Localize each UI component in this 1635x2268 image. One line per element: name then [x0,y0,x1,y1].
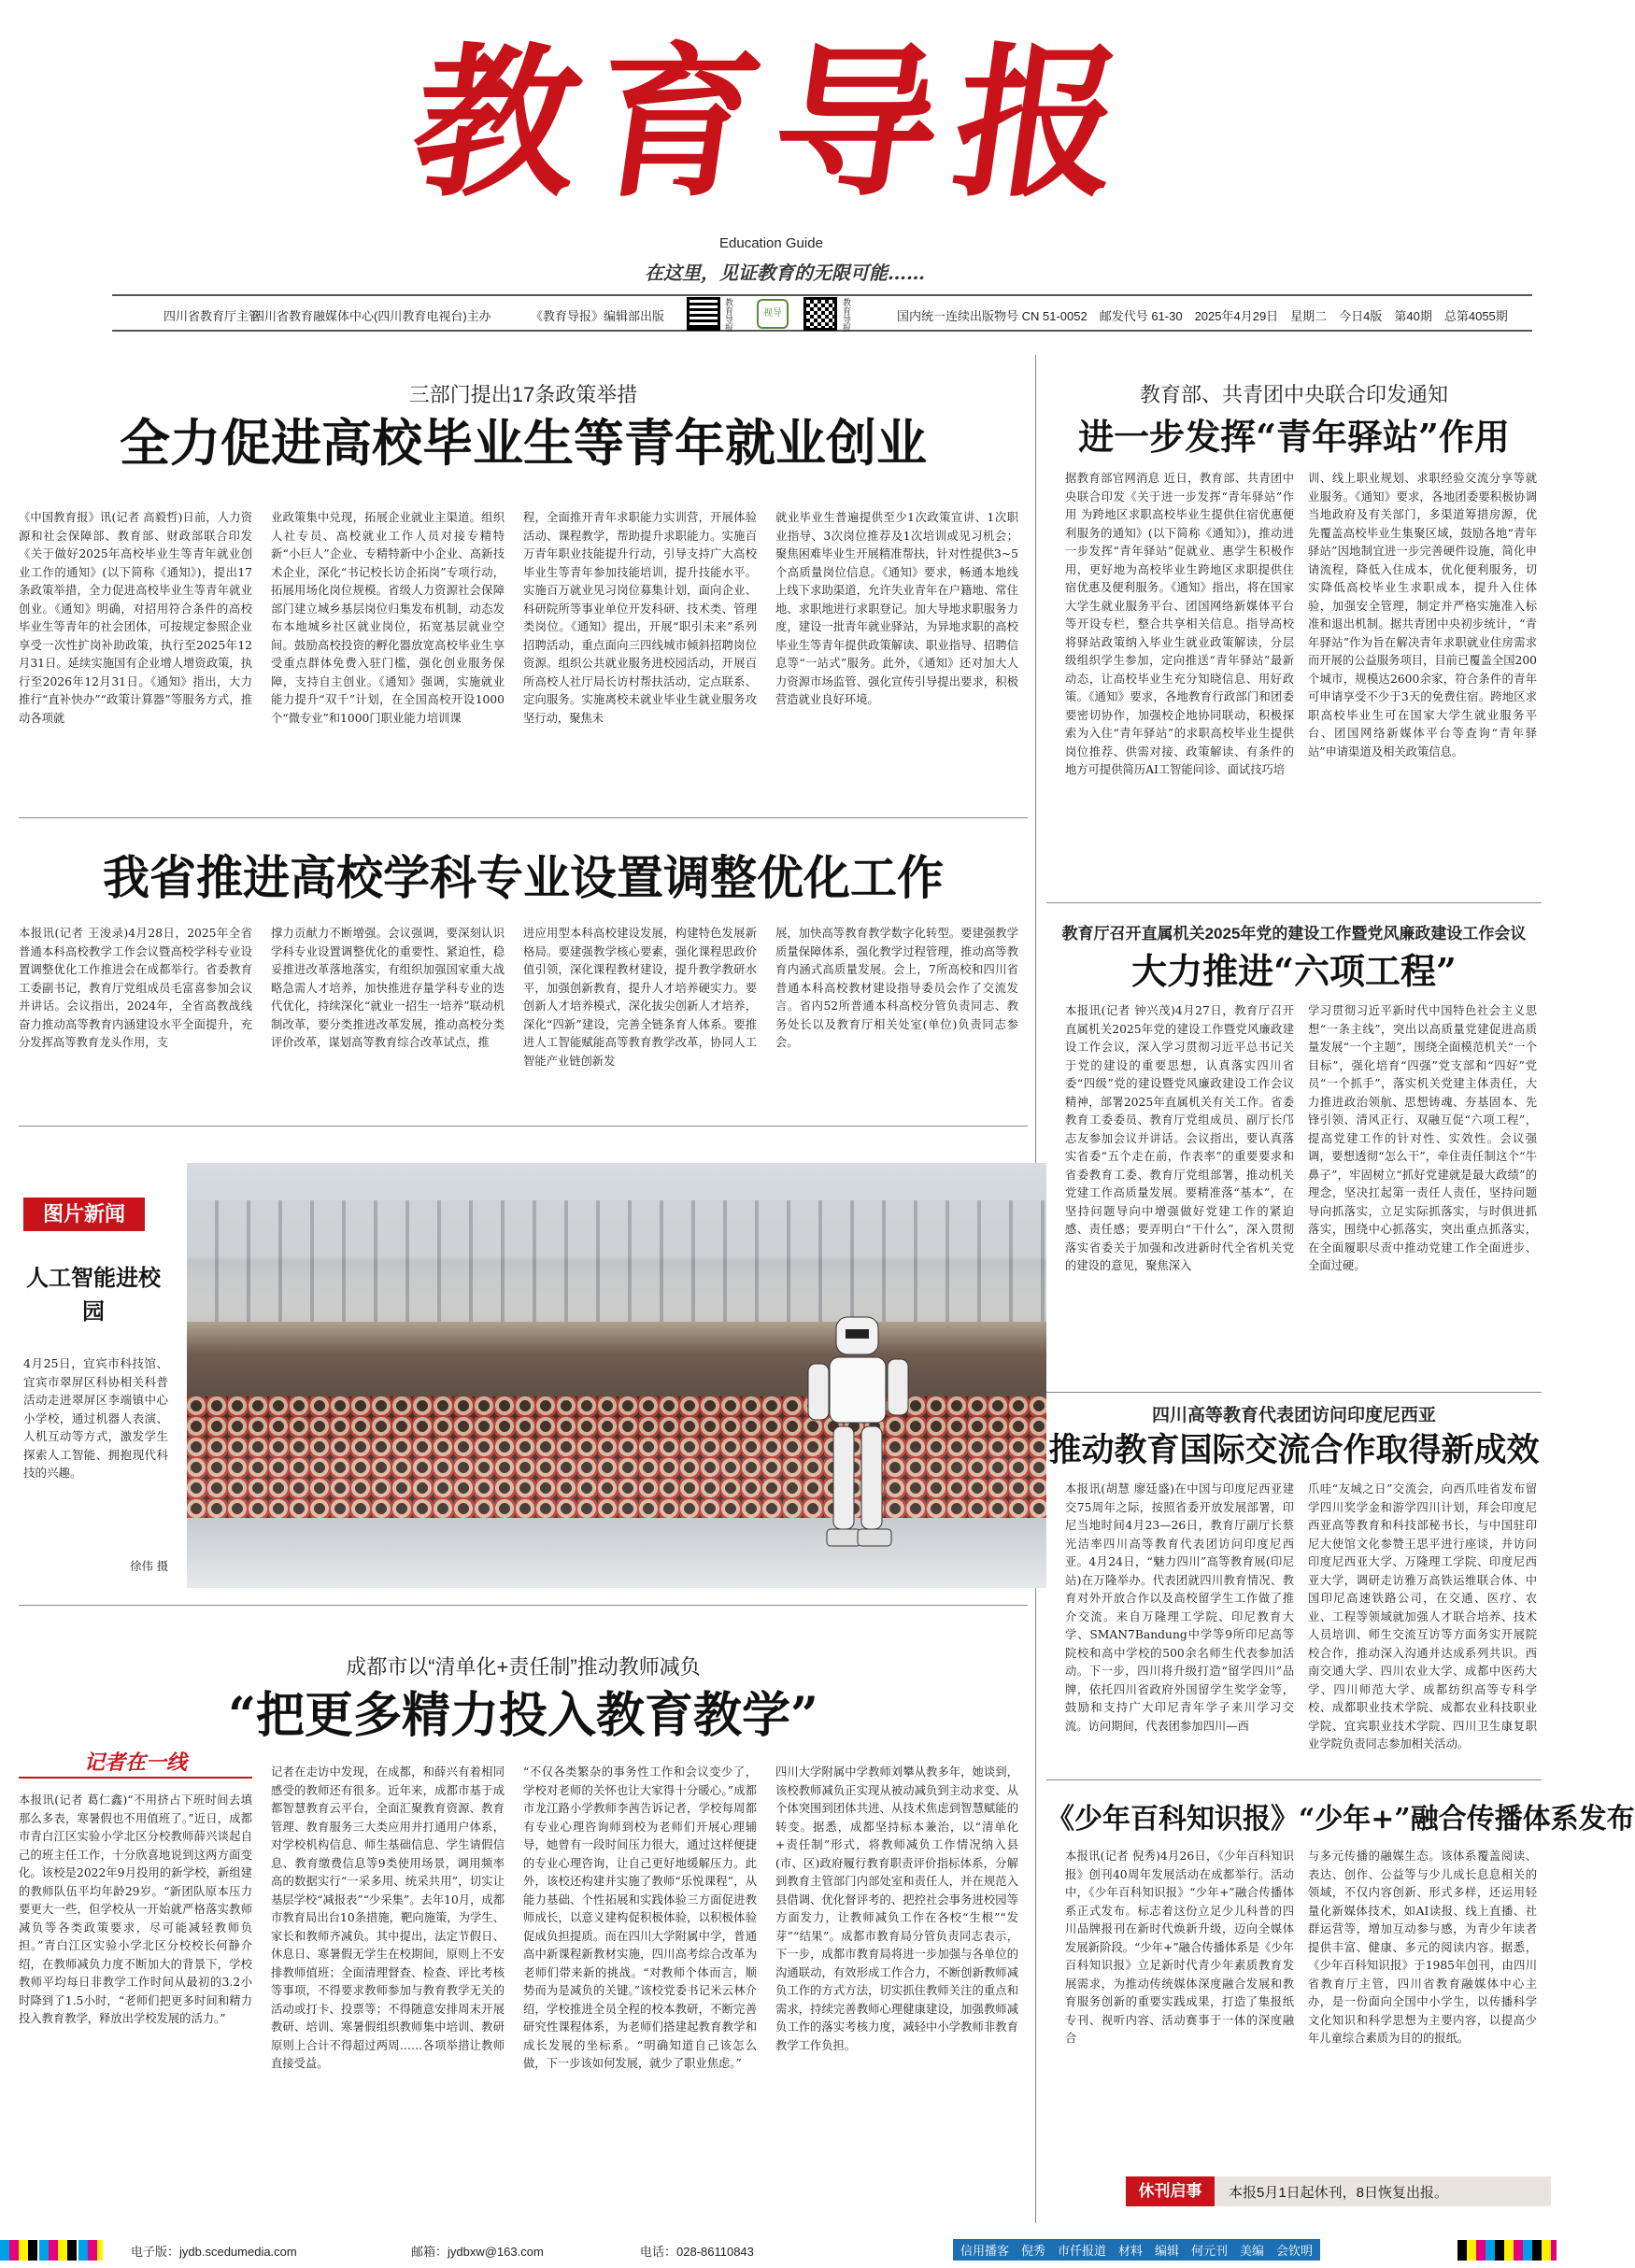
story1-column: 程，全面推开青年求职能力实训营，开展体验活动、课程教学，帮助提升求职能力。实施百万青年职业技能提升行动，引导支持广大高校毕业生等青年参加技能培训，提升技能水平。实施百万就业见习岗位募集计划，面向企业、科研院所等事业单位开发科研、技术类、管理类岗位。《通知》提出，开展“职引未来”系列招聘活动，重点面向三四线城市倾斜招聘岗位资源。组织公共就业服务进校园活动，开展百所高校人社厅局长访村帮扶活动，定点联系、定向服务。实施离校未就业毕业生就业服务攻坚行动，聚焦未 [523,511,757,725]
story4-column: 学习贯彻习近平新时代中国特色社会主义思想“一条主线”，突出以高质量党建促进高质量发展“一个主题”，围绕全面模范机关“一个目标”，强化培育“四强”党支部和“四好”党员“一个抓手”，落实机关党建主体责任，大力推进政治领航、思想铸魂、夯基固本、先锋引领、清风正行、双融互促“六项工程”，提高党建工作的针对性、实效性。会议强调，要想透彻“怎么干”，牵住责任制这个“牛鼻子”，牢固树立“抓好党建就是最大政绩”的理念，坚决扛起第一责任人责任，坚持问题导向抓落实，立足实际抓落实，与时俱进抓落实，围绕中心抓落实，突出重点抓落实，在全面履职尽责中推动党建工作全面进步、全面过硬。 [1308,1004,1537,1272]
email-link[interactable]: 邮箱：jydbxw@163.com [411,2245,544,2259]
story3-column: 进应用型本科高校建设发展，构建特色发展新格局。要建强教学核心要素，强化课程思政价值引领，深化课程教材建设，提升教学教研水平，加强创新教育，提升人才培养硬实力。要创新人才培养模式，深化拔尖创新人才培养，深化“四新”建设，完善全链条育人体系。要推进人工智能赋能高等教育教学改革，协同人工智能产业链创新发 [523,927,757,1068]
story1-column: 就业毕业生普遍提供至少1次政策宣讲、1次职业指导、3次岗位推荐及1次培训或见习机会；聚焦困难毕业生开展精准帮扶，针对性提供3~5个高质量岗位信息。《通知》要求，畅通本地线上线下求助渠道，允许失业青年在户籍地、常住地、求职地进行求职登记。加大导地求职服务力度，建设一批青年就业驿站，为异地求职的高校毕业生等青年提供政策解读、职业指导、招聘信息等“一站式”服务。此外，《通知》还对加大人力资源市场监管、强化宣传引导提出要求，积极营造就业良好环境。 [775,511,1018,706]
story6-headline[interactable]: “把更多精力投入教育教学” [228,1687,818,1744]
epaper-link[interactable]: 电子版：jydb.scedumedia.com [131,2245,297,2259]
story1-kicker: 三部门提出17条政策举措 [408,383,638,406]
story5-column: 爪哇“友城之日”交流会，向西爪哇省发布留学四川奖学金和游学四川计划，拜会印度尼西亚高等教育和科技部秘书长，与中国驻印尼大使馆文化参赞王思平进行座谈，并访问印度尼西亚大学、万隆理工学院、印度尼西亚大学，调研走访雅万高铁运维联合体、中国印尼高速铁路公司，在交通、医疗、农业、工程等领域就加强人才联合培养、技术人员培训、师生交流互访等方面务实开展院校合作，推动深入沟通并达成系列共识。西南交通大学、四川农业大学、成都中医药大学、四川师范大学、成都纺织高等专科学校、成都职业技术学院、成都农业科技职业学院、宜宾职业技术学院、四川卫生康复职业学院负责同志参加相关活动。 [1308,1482,1537,1751]
publisher: 《教育导报》编辑部出版 [531,309,665,323]
masthead-slogan: 在这里，见证教育的无限可能…… [645,262,925,284]
photo-news-caption: 4月25日，宜宾市科技馆、宜宾市翠屏区科协相关科普活动走进翠屏区李端镇中心小学校，通过机器人表演、人机互动等方式，激发学生探索人工智能、拥抱现代科技的兴趣。 [23,1356,168,1480]
story2-kicker: 教育部、共青团中央联合印发通知 [1139,383,1448,406]
masthead-title: 教育导报 [401,28,1150,220]
news-photo [187,1163,1046,1588]
column-tag: 记者在一线 [65,1747,206,1776]
story4-column: 本报讯(记者 钟兴茂)4月27日，教育厅召开直属机关2025年党的建设工作暨党风廉政建设工作会议，深入学习贯彻习近平总书记关于党的建设的重要思想，认真落实四川省委“四级”党的建设暨党风廉政建设工作会议精神，部署2025年直属机关有关工作。省委教育工委委员、教育厅党组成员、副厅长邝志友参加会议并讲话。会议指出，要认真落实省委“五个走在前，作表率”的重要要求和省委教育工委、教育厅党组部署，推动机关党建工作高质量发展。要精准落“基本”，在坚持问题导向中增强做好党建工作的紧迫感、责任感；要弄明白“干什么”，深入贯彻落实省委关于加强和改进新时代全省机关党的建设的意见，聚焦深入 [1065,1004,1294,1272]
story2-column: 训、线上职业规划、求职经验交流分享等就业服务。《通知》要求，各地团委要积极协调当地政府及有关部门，多渠道筹措房源，优先覆盖高校毕业生集聚区域，鼓励各地“青年驿站”因地制宜进一步完善硬件设施，简化申请流程，降低入住成本，优化便利服务，切实降低高校毕业生求职成本，提升入住体验，加强安全管理，制定并严格实施准入标准和退出机制。据共青团中央初步统计，“青年驿站”作为旨在解决青年求职就业住房需求而开展的公益服务项目，目前已覆盖全国200个城市，规模达2600余家，符合条件的青年可申请享受不少于3天的免费住宿。跨地区求职高校毕业生可在国家大学生就业服务平台、团国网络新媒体平台等查询“青年驿站”申请渠道及相关政策信息。 [1308,472,1537,758]
story7-headline[interactable]: 《少年百科知识报》“少年+”融合传播体系发布 [1046,1803,1635,1836]
qr-code-icon[interactable] [687,297,720,331]
story4-kicker: 教育厅召开直属机关2025年党的建设工作暨党风廉政建设工作会议 [1061,925,1527,943]
story7-column: 本报讯(记者 倪秀)4月26日，《少年百科知识报》创刊40周年发展活动在成都举行。活动中，《少年百科知识报》“少年+”融合传播体系正式发布。标志着这份立足少儿科普的四川品牌报刊在新时代焕新升级，迈向全媒体发展新阶段。“少年+”融合传播体系是《少年百科知识报》立足新时代青少年素质教育发展需求，为推动传统媒体深度融合发展和教育服务创新的重要实践成果，打造了集报纸专刊、视听内容、活动赛事于一体的深度融合 [1065,1850,1294,2045]
footer-bar [112,2237,1532,2261]
stage-table [187,1518,1046,1588]
robot-icon [803,1312,916,1555]
story3-column: 撑力贡献力不断增强。会议强调，要深刻认识学科专业设置调整优化的重要性、紧迫性，稳妥推进改革落地落实，有组织加强国家重大战略急需人才培养，加快推进存量学科专业的迭代优化，持续深化“就业一招生一培养”联动机制改革，要分类推进改革发展，推动高校分类评价改革，谋划高等教育综合改革试点，推 [271,927,505,1049]
section-rule [19,817,1028,818]
photo-news-title[interactable]: 人工智能进校园 [26,1264,161,1325]
notice-badge: 休刊启事 [1126,2176,1215,2206]
story1-column: 业政策集中兑现，拓展企业就业主渠道。组织人社专员、高校就业工作人员对接专精特新“小巨人”企业、专精特新中小企业、高新技术企业，深化“书记校长访企拓岗”专项行动，拓展用场化岗位规模。省级人力资源社会保障部门建立城乡基层岗位归集发布机制，动态发布本地城乡社区就业岗位，拓宽基层就业空间。鼓励高校投资的孵化器放宽高校毕业生享受重点群体免费入驻门槛，强化创业服务保障，支持自主创业。《通知》强调，实施就业能力提升“双千”计划，在全国高校开设1000个“微专业”和1000门职业能力培训课 [271,511,505,725]
story1-column: 《中国教育报》讯(记者 高毅哲)日前，人力资源和社会保障部、教育部、财政部联合印发《关于做好2025年高校毕业生等青年就业创业工作的通知》(以下简称《通知》)，提出17条政策举措，全力促进高校毕业生等青年就业创业。《通知》明确，对招用符合条件的高校毕业生等青年的社会团体，可按规定参照企业享受一次性扩岗补助政策，执行至2025年12月31日。延续实施国有企业增人增资政策，执行至2026年12月31日。《通知》指出，大力推行“直补快办”“政策计算器”等服务方式，推动各项就 [19,511,252,725]
story6-column: 本报讯(记者 葛仁鑫)“不用挤占下班时间去填那么多表，寒暑假也不用值班了。”近日，成都市青白江区实验小学北区分校教师薛兴谈起自己的班主任工作，十分欣喜地说到这两方面变化。该校是2022年9月投用的新学校，新组建的教师队伍平均年龄29岁。“新团队原本压力要更大一些，但学校从一开始就严格落实教师减负等各类政策要求，尽可能减轻教师负担。”青白江区实验小学北区分校校长何静介绍，在教师减负力度不断加大的背景下，学校教师平均每日非教学工作时间从最初的3.2小时降到了1.5小时，“老师们把更多时间和精力投入教育教学，释放出学校发展的活力。” [19,1793,252,2025]
story5-kicker: 四川高等教育代表团访问印度尼西亚 [1151,1406,1436,1425]
section-rule [1046,1779,1542,1780]
story6-column: 记者在走访中发现，在成都，和薛兴有着相同感受的教师还有很多。近年来，成都市基于成都智慧教育云平台，全面汇聚教育资源、教育管理、教育服务三大类应用并打通用户体系，对学校机构信息、师生基础信息、学生请假信息、教育缴费信息等9类使用场景，调用频率高的数据实行“一采多用、统采共用”，切实让基层学校“减报表”“少采集”。去年10月，成都市教育局出台10条措施，靶向施策，为学生、家长和教师齐减负。其中提出，法定节假日、休息日、寒暑假无学生在校期间，原则上不安排教师值班；全面清理督查、检查、评比考核等事项，不得要求教师参加与教育教学无关的活动或打卡、投票等；不得随意安排周末开展教研、培训、寒暑假组织教师集中培训、教研原则上合计不得超过两周……各项举措让教师直接受益。 [271,1765,505,2070]
section-rule [1046,1392,1542,1393]
story7-column: 与多元传播的融媒生态。该体系覆盖阅读、表达、创作、公益等与少儿成长息息相关的领域，不仅内容创新、形式多样，还运用轻量化新媒体技术，如AI读报、线上直播、社群运营等，增加互动参与感，为青少年读者提供丰富、健康、多元的阅读内容。据悉，《少年百科知识报》于1985年创刊，由四川省教育厅主管，四川省教育融媒体中心主办，是一份面向全国中小学生，以传播科学文化知识和科学思想为主要内容，以提高少年儿童综合素质为目的的报纸。 [1308,1850,1537,2045]
story5-column: 本报讯(胡慧 廖廷盛)在中国与印度尼西亚建交75周年之际，按照省委开放发展部署，印尼当地时间4月23—26日，教育厅副厅长蔡光洁率四川高等教育代表团访问印度尼西亚。4月24日，“魅力四川”高等教育展(印尼站)在万隆举办。代表团就四川教育情况、教育对外开放合作以及高校留学生工作做了推介交流。来自万隆理工学院、印尼教育大学、SMAN7Bandung中学等9所印尼高等院校和高中学校的500余名师生代表参加活动。下一步，四川将升级打造“留学四川”品牌，依托四川省政府外国留学生奖学金等，鼓励和支持广大印尼青年学子来川学习交流。访问期间，代表团参加四川—西 [1065,1482,1294,1733]
qr-label: 教育导报 [725,298,734,333]
info-bar [112,294,1532,332]
staff-credits: 信用播客 倪秀 市仟报道 材料 编辑 何元刊 美编 会钦明 [953,2239,1320,2261]
story3-headline[interactable]: 我省推进高校学科专业设置调整优化工作 [103,850,944,905]
story3-column: 本报讯(记者 王浚录)4月28日，2025年全省普通本科高校教学工作会议暨高校学科专业设置调整优化工作推进会在成都举行。省委教育工委副书记，教育厅党组成员毛富喜参加会议并讲话。会议指出，2024年，全省高教战线奋力推动高等教育内涵建设水平全面提升，充分发挥高等教育龙头作用，支 [19,927,252,1049]
app-logo-icon: 视导 [757,299,789,329]
story2-headline[interactable]: 进一步发挥“青年驿站”作用 [1078,416,1510,458]
section-rule [19,1126,1028,1127]
story6-kicker: 成都市以“清单化+责任制”推动教师减负 [346,1655,701,1679]
masthead-english: Education Guide [719,235,823,251]
school-building [187,1200,1046,1322]
story1-headline[interactable]: 全力促进高校毕业生等青年就业创业 [120,416,927,472]
photo-news-badge: 图片新闻 [23,1198,145,1231]
story4-headline[interactable]: 大力推进“六项工程” [1131,950,1457,992]
section-rule [1046,902,1542,903]
story2-column: 据教育部官网消息 近日，教育部、共青团中央联合印发《关于进一步发挥“青年驿站”作用 为跨地区求职高校毕业生提供住宿优惠便利服务的通知》(以下简称《通知》)，推动进一步发挥“青年驿站”促就业、惠学生积极作用，更好地为高校毕业生跨地区求职提供住宿优惠及便利服务。《通知》指出，将在国家大学生就业服务平台、团国网络新媒体平台等开设专栏，整合共享相关信息。指导高校将驿站政策纳入毕业生就业政策解读，分层级组织学生参加，定向推送“青年驿站”最新动态，让高校毕业生充分知晓信息、用好政策。《通知》要求，各地教育行政部门和团委要密切协作，加强校企地协同联动，积极探索为入住“青年驿站”的求职高校毕业生提供岗位推荐、供需对接、政策解读、有条件的地方可提供简历AI工智能问诊、面试技巧培 [1065,472,1294,776]
organizer: 四川省教育融媒体中心(四川教育电视台)主办 [252,309,491,323]
qr-code-icon[interactable] [803,297,837,331]
story3-column: 展，加快高等教育教学数字化转型。要建强教学质量保障体系，强化教学过程管理，推动高等教育内涵式高质量发展。会上，7所高校和四川省普通本科高校教材建设指导委员会作了交流发言。省内52所普通本科高校分管负责同志、教务处长以及教育厅相关处室(单位)负责同志参会。 [775,927,1018,1049]
sponsor: 四川省教育厅主管 [164,309,262,323]
section-rule [19,1605,1028,1606]
color-calibration-bar [0,2240,103,2261]
qr-label: 教育导报 [843,298,852,333]
color-calibration-bar [1457,2240,1557,2261]
story5-headline[interactable]: 推动教育国际交流合作取得新成效 [1048,1431,1540,1469]
notice-text: 本报5月1日起休刊，8日恢复出报。 [1229,2185,1449,2201]
story6-column: 四川大学附属中学教师刘攀从教多年，她谈到，该校教师减负正实现从被动减负到主动求变、从个体突围到团体共进、从技术焦虑到智慧赋能的转变。据悉，成都坚持标本兼治，以“清单化+责任制”形式，将教师减负工作情况纳入县(市、区)政府履行教育职责评价指标体系，分解到教育主管部门内部处室和责任人，并在规范入县借调、优化督评考的、把控社会事务进校园等方面发力，让教师减负工作在各校“生根”“发芽”“结果”。成都市教育局分管负责同志表示，下一步，成都市教育局将进一步加强与各单位的沟通联动，有效形成工作合力，不断创新教师减负工作的方式方法，切实抓住教师关注的重点和需求，持续完善教师心理健康建设，加强教师减负工作的落实考核力度，减轻中小学教师非教育教学工作负担。 [775,1765,1018,2052]
issue-info: 国内统一连续出版物号 CN 51-0052 邮发代号 61-30 2025年4月29日 星期二 今日4版 第40期 总第4055期 [897,309,1508,323]
suspension-notice [1126,2176,1551,2206]
photo-credit: 徐伟 摄 [130,1560,168,1573]
story6-column: “不仅各类繁杂的事务性工作和会议变少了，学校对老师的关怀也让大家得十分暖心。”成都市龙江路小学教师李茜告诉记者，学校每周都有专业心理咨询师到校为老师们开展心理辅导，她曾有一段时间压力很大，通过这样便捷的专业心理咨询，让自己更好地缓解压力。此外，该校还构建并实施了教师“乐悦课程”，从能力基础、个性拓展和实践体验三方面促进教师成长，以意义建构促积极体验，以积极体验促成负担提质。而在四川大学附属中学，普通高中新课程新教材实施，四川高考综合改革为老师们带来新的挑战。“对教师个体而言，顺势而为是减负的关键。”该校党委书记米云林介绍，学校推进全员全程的校本教研，不断完善研究性课程体系，为老师们搭建起教育教学和成长发展的坐标系。“明确知道自己该怎么做，下一步该如何发展，就少了职业焦虑。” [523,1765,757,2070]
phone-number: 电话：028-86110843 [640,2245,754,2259]
student-crowd [187,1396,1046,1518]
